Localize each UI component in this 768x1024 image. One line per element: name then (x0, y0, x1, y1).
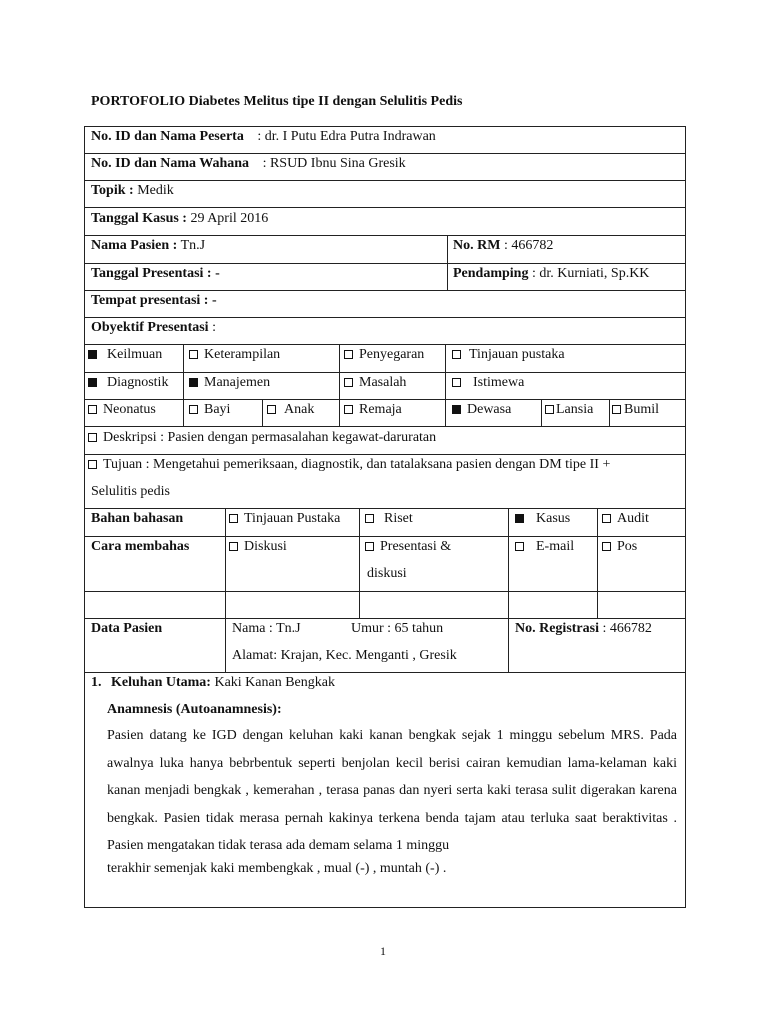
objective-istimewa[interactable]: Istimewa (452, 374, 524, 392)
nama-pasien-value: Tn.J (180, 238, 206, 253)
anamnesis-paragraph: Pasien datang ke IGD dengan keluhan kaki kanan bengkak sejak 1 minggu sebelum MRS. Pada awalnya luka hanya bebrbentuk seperti benjolan kecil berisi cairan kemudian lama-kelaman kaki kanan menjadi bengkak , kemerahan , terasa panas dan nyeri serta kaki terasa sulit digerakan karena bengkak. Pasien tidak merasa pernah kakinya terkena benda tajam atau terluka saat beraktivitas . Pasien mengatakan tidak terasa ada demam selama 1 minggu (107, 728, 677, 853)
peserta-value: : dr. I Putu Edra Putra Indrawan (257, 129, 436, 144)
checkbox-unchecked[interactable] (365, 514, 374, 523)
data-pasien-umur: Umur : 65 tahun (351, 621, 444, 636)
bahan-audit[interactable]: Audit (602, 510, 649, 528)
obyektif-value: : (212, 320, 216, 335)
obyektif-row (91, 319, 216, 337)
keluhan-label: Keluhan Utama: (111, 675, 211, 690)
pendamping-cell (453, 265, 649, 283)
no-rm-cell (453, 237, 553, 255)
tempat-presentasi-cell: Tempat presentasi : - (91, 293, 217, 308)
objective-lansia[interactable]: Lansia (545, 401, 593, 419)
objective-dewasa[interactable]: Dewasa (452, 401, 511, 419)
objective-masalah[interactable]: Masalah (344, 374, 406, 392)
data-pasien-alamat: Alamat: Krajan, Kec. Menganti , Gresik (232, 648, 457, 663)
tanggal-kasus-label: Tanggal Kasus : (91, 211, 187, 226)
wahana-label: No. ID dan Nama Wahana (91, 156, 250, 171)
checkbox-unchecked[interactable] (229, 514, 238, 523)
checkbox-unchecked[interactable] (229, 542, 238, 551)
objective-keilmuan[interactable]: Keilmuan (88, 346, 162, 364)
wahana-value: : RSUD Ibnu Sina Gresik (262, 156, 406, 171)
cara-diskusi[interactable]: Diskusi (229, 538, 287, 556)
registrasi-label: No. Registrasi (515, 621, 599, 636)
bahan-riset[interactable]: Riset (365, 510, 413, 528)
checkbox-unchecked[interactable] (88, 433, 97, 442)
checkbox-checked[interactable] (452, 405, 461, 414)
bahan-tinjauan-pustaka[interactable]: Tinjauan Pustaka (229, 510, 340, 528)
data-pasien-nama: Nama : Tn.J (232, 621, 301, 636)
cara-presentasi[interactable]: Presentasi & (365, 538, 451, 556)
registrasi-cell (515, 620, 652, 638)
objective-neonatus[interactable]: Neonatus (88, 401, 156, 419)
checkbox-checked[interactable] (189, 378, 198, 387)
checkbox-unchecked[interactable] (88, 405, 97, 414)
checkbox-unchecked[interactable] (452, 378, 461, 387)
checkbox-unchecked[interactable] (365, 542, 374, 551)
page-number: 1 (380, 944, 386, 958)
objective-tinjauan-pustaka[interactable]: Tinjauan pustaka (452, 346, 565, 364)
topik-value: Medik (137, 183, 174, 198)
cara-label: Cara membahas (91, 539, 190, 554)
registrasi-value: : 466782 (602, 621, 652, 636)
anamnesis-last-line: terakhir semenjak kaki membengkak , mual (-) , muntah (-) . (107, 861, 447, 876)
nama-pasien-cell (91, 237, 205, 255)
checkbox-unchecked[interactable] (88, 460, 97, 469)
no-rm-value: : 466782 (503, 238, 554, 253)
objective-manajemen[interactable]: Manajemen (189, 374, 270, 392)
pendamping-label: Pendamping (453, 266, 529, 281)
checkbox-unchecked[interactable] (602, 542, 611, 551)
checkbox-unchecked[interactable] (344, 350, 353, 359)
tanggal-presentasi-cell: Tanggal Presentasi : - (91, 266, 220, 281)
objective-keterampilan[interactable]: Keterampilan (189, 346, 280, 364)
cara-email[interactable]: E-mail (515, 538, 574, 556)
topik-label: Topik : (91, 183, 134, 198)
peserta-row (91, 128, 436, 146)
checkbox-unchecked[interactable] (189, 405, 198, 414)
cara-presentasi-line2: diskusi (367, 566, 407, 581)
checkbox-unchecked[interactable] (344, 378, 353, 387)
bahan-kasus[interactable]: Kasus (515, 510, 570, 528)
document-title: PORTOFOLIO Diabetes Melitus tipe II dengan Selulitis Pedis (91, 94, 463, 109)
deskripsi-row: Deskripsi : Pasien dengan permasalahan kegawat-daruratan (88, 429, 436, 447)
objective-penyegaran[interactable]: Penyegaran (344, 346, 424, 364)
keluhan-utama-row (91, 674, 335, 692)
tujuan-line2: Selulitis pedis (91, 484, 170, 499)
checkbox-unchecked[interactable] (344, 405, 353, 414)
objective-remaja[interactable]: Remaja (344, 401, 402, 419)
topik-row (91, 182, 174, 200)
objective-diagnostik[interactable]: Diagnostik (88, 374, 168, 392)
checkbox-checked[interactable] (515, 514, 524, 523)
checkbox-checked[interactable] (88, 350, 97, 359)
pendamping-value: : dr. Kurniati, Sp.KK (531, 266, 650, 281)
tanggal-kasus-value: 29 April 2016 (190, 211, 269, 226)
checkbox-unchecked[interactable] (545, 405, 554, 414)
objective-anak[interactable]: Anak (267, 401, 314, 419)
cara-pos[interactable]: Pos (602, 538, 637, 556)
checkbox-unchecked[interactable] (612, 405, 621, 414)
anamnesis-heading: Anamnesis (Autoanamnesis): (107, 702, 282, 717)
objective-bumil[interactable]: Bumil (612, 401, 659, 419)
keluhan-number: 1. (91, 675, 102, 690)
bahan-label: Bahan bahasan (91, 511, 184, 526)
peserta-label: No. ID dan Nama Peserta (91, 129, 244, 144)
checkbox-checked[interactable] (88, 378, 97, 387)
objective-bayi[interactable]: Bayi (189, 401, 230, 419)
wahana-row (91, 155, 406, 173)
obyektif-label: Obyektif Presentasi (91, 320, 209, 335)
tujuan-line1: Tujuan : Mengetahui pemeriksaan, diagnostik, dan tatalaksana pasien dengan DM tipe II + (88, 456, 610, 474)
keluhan-value: Kaki Kanan Bengkak (214, 675, 335, 690)
checkbox-unchecked[interactable] (515, 542, 524, 551)
checkbox-unchecked[interactable] (189, 350, 198, 359)
checkbox-unchecked[interactable] (602, 514, 611, 523)
tanggal-kasus-row (91, 210, 268, 228)
no-rm-label: No. RM (453, 238, 501, 253)
data-pasien-label: Data Pasien (91, 621, 163, 636)
checkbox-unchecked[interactable] (452, 350, 461, 359)
checkbox-unchecked[interactable] (267, 405, 276, 414)
nama-pasien-label: Nama Pasien : (91, 238, 178, 253)
